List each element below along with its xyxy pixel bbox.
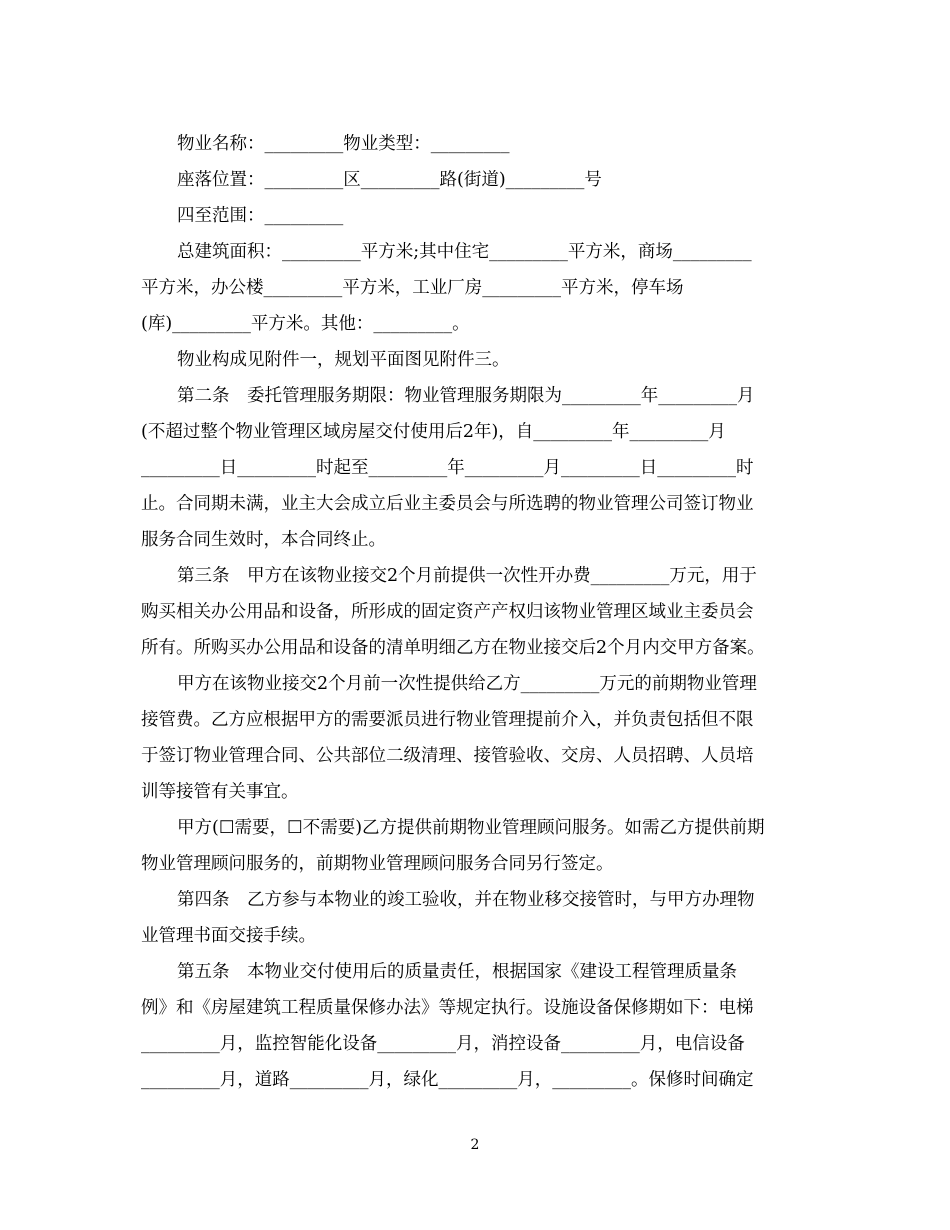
text-line: _________日_________时起至_________年_________月_________日_________时 <box>141 458 754 478</box>
text-line: _________月，监控智能化设备_________月，消控设备_________月，电信设备 <box>141 1034 745 1054</box>
text-line: 第四条 乙方参与本物业的竣工验收，并在物业移交接管时，与甲方办理物 <box>177 890 755 910</box>
text-line: 甲方在该物业接交2个月前一次性提供给乙方_________万元的前期物业管理 <box>177 674 757 694</box>
text-line: (库)_________平方米。其他：_________。 <box>141 314 470 334</box>
text-line: 训等接管有关事宜。 <box>141 782 299 802</box>
text-line: 四至范围：_________ <box>177 206 344 226</box>
text-line: 服务合同生效时，本合同终止。 <box>141 530 386 550</box>
text-line: 总建筑面积：_________平方米;其中住宅_________平方米，商场_________ <box>177 242 752 262</box>
text-line: _________月，道路_________月，绿化_________月，_________。保修时间确定 <box>141 1070 754 1090</box>
page-number: 2 <box>470 1137 480 1153</box>
text-line: 物业名称：_________物业类型：_________ <box>177 134 510 154</box>
text-line: 座落位置：_________区_________路(街道)_________号 <box>177 170 602 190</box>
text-line: 平方米，办公楼_________平方米，工业厂房_________平方米，停车场 <box>141 278 684 298</box>
text-line: 第五条 本物业交付使用后的质量责任，根据国家《建设工程管理质量条 <box>177 962 737 982</box>
text-line: 第二条 委托管理服务期限：物业管理服务期限为_________年_________月 <box>177 386 755 406</box>
text-line: 物业构成见附件一，规划平面图见附件三。 <box>177 350 510 370</box>
text-line: 甲方(☐需要，☐不需要)乙方提供前期物业管理顾问服务。如需乙方提供前期 <box>177 818 765 838</box>
text-line: 于签订物业管理合同、公共部位二级清理、接管验收、交房、人员招聘、人员培 <box>141 746 754 766</box>
text-line: 所有。所购买办公用品和设备的清单明细乙方在物业接交后2个月内交甲方备案。 <box>141 638 765 658</box>
text-line: 止。合同期未满，业主大会成立后业主委员会与所选聘的物业管理公司签订物业 <box>141 494 754 514</box>
text-line: (不超过整个物业管理区域房屋交付使用后2年)，自_________年_________月 <box>141 422 726 442</box>
text-line: 购买相关办公用品和设备，所形成的固定资产产权归该物业管理区域业主委员会 <box>141 602 754 622</box>
text-line: 例》和《房屋建筑工程质量保修办法》等规定执行。设施设备保修期如下：电梯 <box>141 998 754 1018</box>
text-line: 物业管理顾问服务的，前期物业管理顾问服务合同另行签定。 <box>141 854 614 874</box>
text-line: 第三条 甲方在该物业接交2个月前提供一次性开办费_________万元，用于 <box>177 566 757 586</box>
text-line: 业管理书面交接手续。 <box>141 926 316 946</box>
text-line: 接管费。乙方应根据甲方的需要派员进行物业管理提前介入，并负责包括但不限 <box>141 710 754 730</box>
